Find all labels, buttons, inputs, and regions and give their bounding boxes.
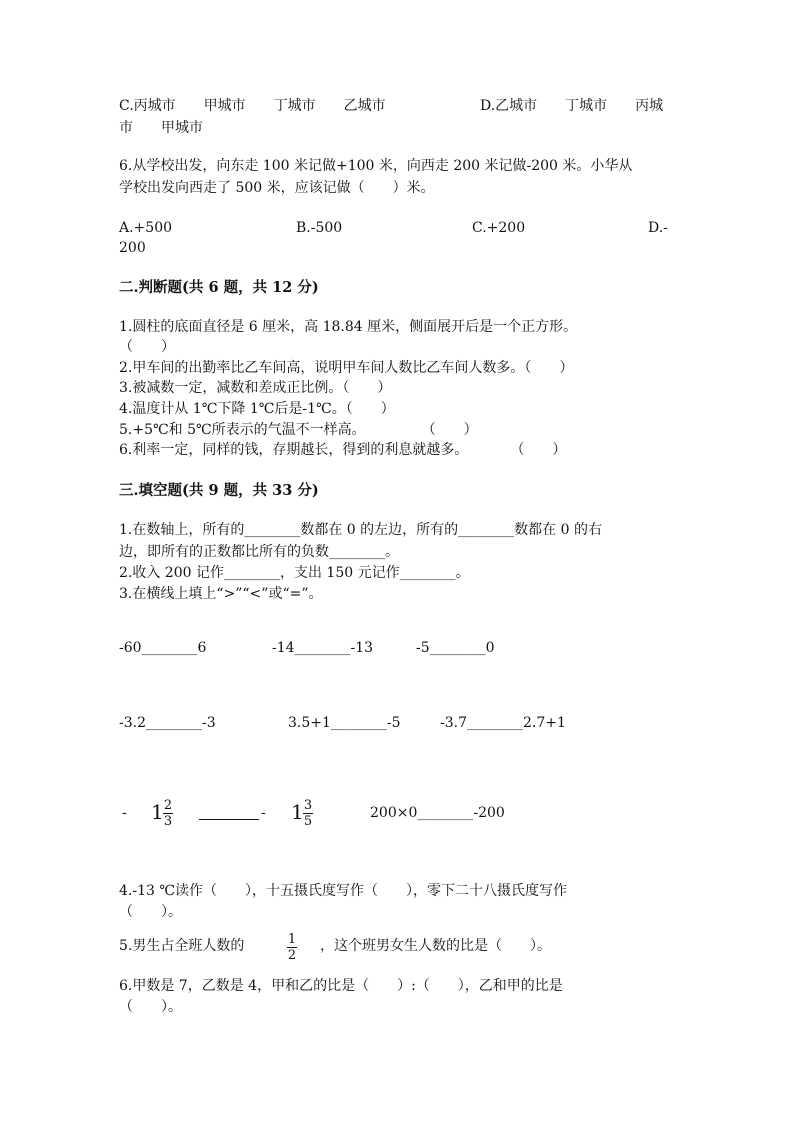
compare-3-2: 200×0________-200	[370, 805, 505, 821]
section-2-title: 二.判断题(共 6 题，共 12 分)	[119, 279, 319, 296]
compare-3-blank-line	[199, 819, 259, 820]
q5-option-d: D.乙城市 丁城市 丙城	[480, 98, 664, 114]
judge-item-4: 4.温度计从 1℃下降 1℃后是-1℃。（ ）	[119, 401, 395, 417]
fill-q2: 2.收入 200 记作________，支出 150 元记作________。	[119, 565, 470, 581]
q5-option-continuation: 市 甲城市	[119, 120, 203, 136]
mixed-number-2-whole: 1	[291, 800, 304, 824]
compare-2-2: 3.5+1________-5	[288, 715, 401, 731]
q6-option-a: A.+500	[119, 220, 173, 236]
fill-q4-line1: 4.-13 ℃读作（ ），十五摄氏度写作（ ），零下二十八摄氏度写作	[119, 883, 568, 899]
fill-q5-fraction	[287, 933, 297, 962]
judge-item-5: 5.+5℃和 5℃所表示的气温不一样高。 （ ）	[119, 422, 478, 438]
compare-2-1: -3.2________-3	[119, 715, 216, 731]
compare-2-3: -3.7________2.7+1	[440, 715, 566, 731]
q6-option-d: D.-	[648, 220, 668, 236]
fill-q4-line2: （ ）。	[119, 904, 182, 920]
compare-1-1: -60________6	[119, 640, 207, 656]
fill-q1-line2: 边，即所有的正数都比所有的负数________。	[119, 544, 399, 560]
q6-option-d-continuation: 200	[119, 240, 146, 256]
mixed-number-1-whole: 1	[151, 800, 164, 824]
fill-q5-pre: 5.男生占全班人数的	[119, 938, 245, 954]
judge-item-2: 2.甲车间的出勤率比乙车间高，说明甲车间人数比乙车间人数多。（ ）	[119, 360, 574, 376]
fraction-denominator: 3	[163, 814, 173, 829]
fraction-numerator: 2	[163, 798, 173, 813]
mixed-number-1-fraction	[163, 799, 173, 828]
fraction-numerator: 1	[287, 932, 297, 947]
compare-3-minus-1: -	[122, 805, 127, 821]
q6-option-c: C.+200	[472, 220, 526, 236]
judge-item-6: 6.利率一定，同样的钱，存期越长，得到的利息就越多。 （ ）	[119, 442, 567, 458]
fraction-denominator: 5	[303, 814, 313, 829]
mixed-number-2-fraction	[303, 799, 313, 828]
fraction-numerator: 3	[303, 798, 313, 813]
judge-item-1: 1.圆柱的底面直径是 6 厘米，高 18.84 厘米，侧面展开后是一个正方形。	[119, 319, 578, 335]
fill-q1-line1: 1.在数轴上，所有的________数都在 0 的左边，所有的________数都在 0 的右	[119, 522, 602, 538]
section-3-title: 三.填空题(共 9 题，共 33 分)	[119, 482, 319, 499]
fill-q6-line1: 6.甲数是 7，乙数是 4，甲和乙的比是（ ）:（ ），乙和甲的比是	[119, 978, 563, 994]
compare-1-2: -14________-13	[272, 640, 374, 656]
q6-text-line1: 6.从学校出发，向东走 100 米记做+100 米，向西走 200 米记做-200 米。小华从	[119, 158, 633, 174]
compare-3-minus-2: -	[261, 805, 266, 821]
judge-item-3: 3.被减数一定，减数和差成正比例。（ ）	[119, 380, 392, 396]
judge-item-1-blank: （ ）	[119, 339, 175, 355]
compare-1-3: -5________0	[416, 640, 495, 656]
fraction-denominator: 2	[287, 948, 297, 963]
q6-text-line2: 学校出发向西走了 500 米，应该记做（ ）米。	[119, 180, 435, 196]
fill-q6-line2: （ ）。	[119, 999, 182, 1015]
q5-option-c: C.丙城市 甲城市 丁城市 乙城市	[119, 98, 386, 114]
q6-option-b: B.-500	[296, 220, 343, 236]
fill-q5-post: ，这个班男女生人数的比是（ ）。	[320, 938, 551, 954]
fill-q3: 3.在横线上填上“>”“<”或“=”。	[119, 586, 323, 602]
